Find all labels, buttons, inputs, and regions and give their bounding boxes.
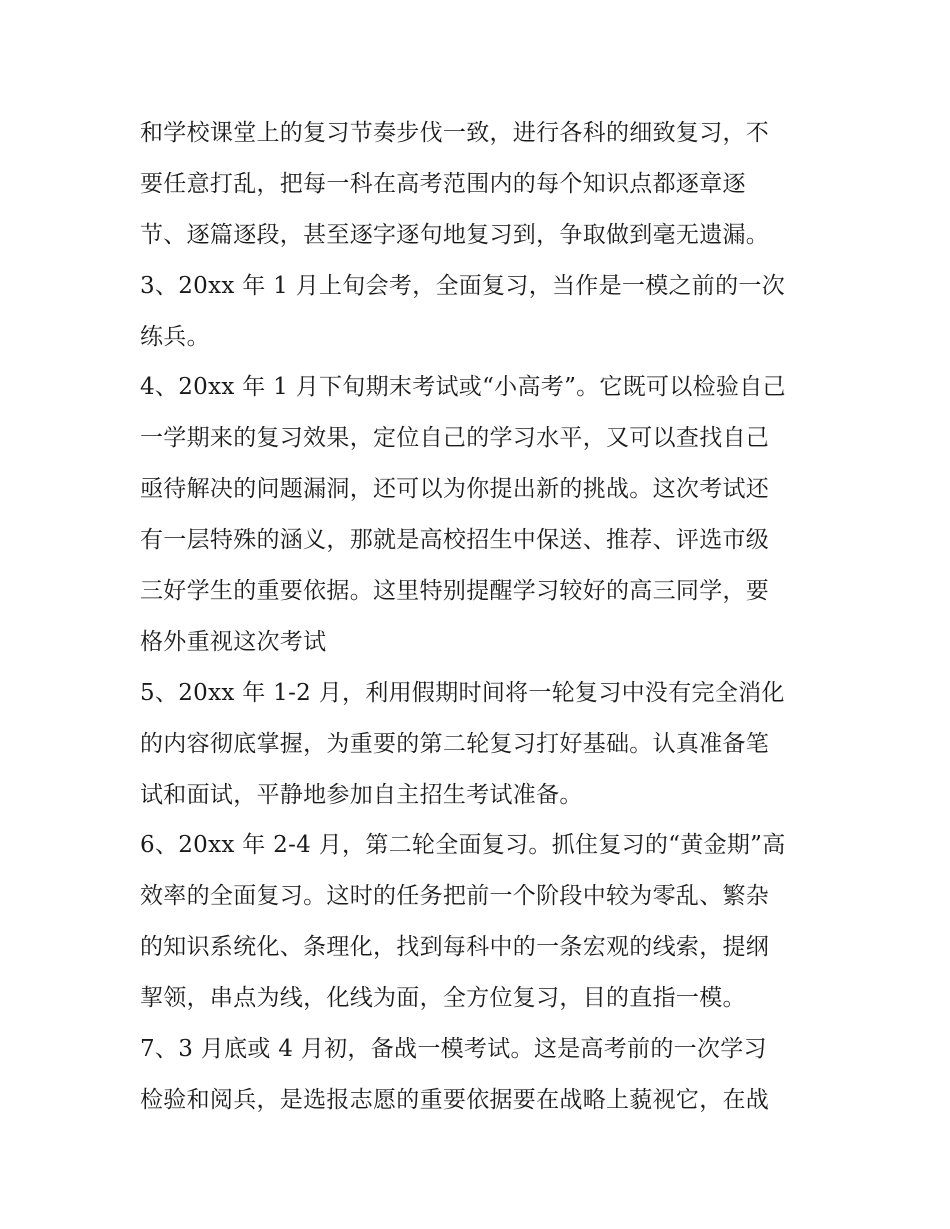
- text-line: 的知识系统化、条理化，找到每科中的一条宏观的线索，提纲: [140, 934, 770, 961]
- text-line: 格外重视这次考试: [140, 628, 327, 655]
- text-line: 6、20xx 年 2-4 月，第二轮全面复习。抓住复习的“黄金期”高: [140, 832, 786, 859]
- text-line: 有一层特殊的涵义，那就是高校招生中保送、推荐、评选市级: [140, 527, 770, 554]
- text-line: 亟待解决的问题漏洞，还可以为你提出新的挑战。这次考试还: [140, 476, 770, 503]
- text-line: 5、20xx 年 1-2 月，利用假期时间将一轮复习中没有完全消化: [140, 679, 785, 706]
- text-line: 的内容彻底掌握，为重要的第二轮复习打好基础。认真准备笔: [140, 730, 770, 757]
- text-line: 挈领，串点为线，化线为面，全方位复习，目的直指一模。: [140, 985, 746, 1012]
- text-line: 要任意打乱，把每一科在高考范围内的每个知识点都逐章逐: [140, 170, 746, 197]
- text-line: 一学期来的复习效果，定位自己的学习水平，又可以查找自己: [140, 425, 770, 452]
- text-line: 三好学生的重要依据。这里特别提醒学习较好的高三同学，要: [140, 578, 770, 605]
- body-text: [140, 108, 820, 1126]
- text-line: 效率的全面复习。这时的任务把前一个阶段中较为零乱、繁杂: [140, 883, 770, 910]
- text-line: 3、20xx 年 1 月上旬会考，全面复习，当作是一模之前的一次: [140, 272, 786, 299]
- text-line: 节、逐篇逐段，甚至逐字逐句地复习到，争取做到毫无遗漏。: [140, 221, 770, 248]
- text-line: 7、3 月底或 4 月初，备战一模考试。这是高考前的一次学习: [140, 1036, 767, 1063]
- text-line: 和学校课堂上的复习节奏步伐一致，进行各科的细致复习，不: [140, 120, 770, 146]
- text-line: 检验和阅兵，是选报志愿的重要依据要在战略上藐视它，在战: [140, 1086, 770, 1113]
- text-line: 练兵。: [140, 323, 210, 350]
- text-line: 4、20xx 年 1 月下旬期末考试或“小高考”。它既可以检验自己: [140, 374, 786, 401]
- text-line: 试和面试，平静地参加自主招生考试准备。: [140, 781, 583, 808]
